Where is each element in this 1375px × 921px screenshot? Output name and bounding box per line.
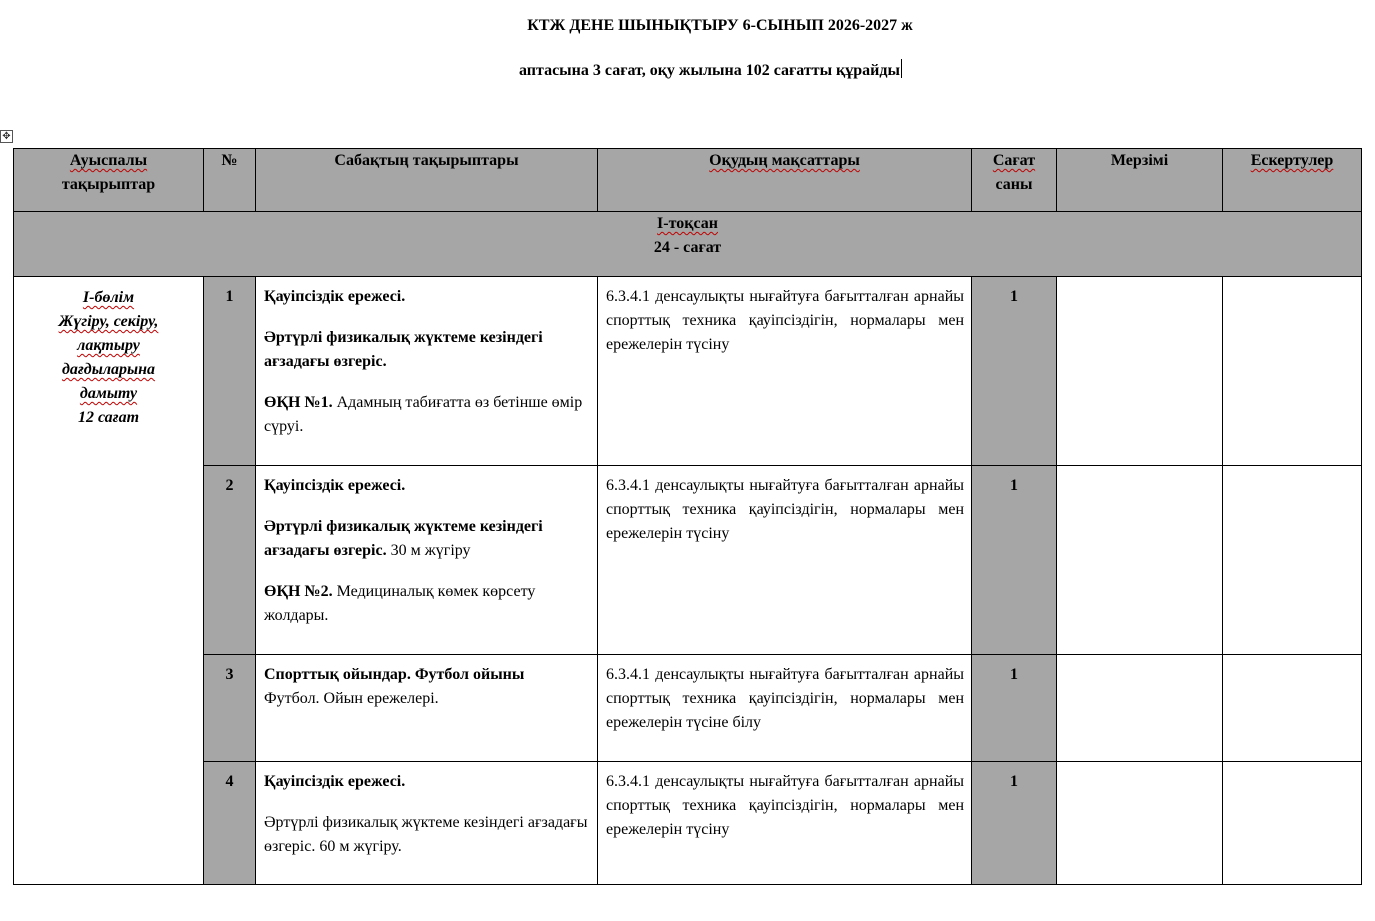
header-hours-line2: саны (995, 176, 1033, 193)
row-objective: 6.3.4.1 денсаулықты нығайтуға бағытталған арнайы спорттық техника қауіпсіздігін, нормалары мен ережелерін түсіне білу (598, 655, 972, 762)
quarter-hours: 24 - сағат (653, 239, 722, 256)
quarter-name: І-тоқсан (657, 215, 718, 232)
row-number: 4 (204, 762, 256, 885)
header-objectives-text: Оқудың мақсаттары (709, 152, 860, 169)
row-notes[interactable] (1223, 277, 1362, 466)
plan-table (13, 148, 1362, 885)
header-cross-topics-line1: Ауыспалы (69, 152, 148, 169)
document-title: КТЖ ДЕНЕ ШЫНЫҚТЫРУ 6-СЫНЫП 2026-2027 ж (527, 17, 913, 34)
row-number: 2 (204, 466, 256, 655)
row-notes[interactable] (1223, 762, 1362, 885)
row-topic (256, 655, 598, 762)
quarter-cell (14, 212, 1362, 277)
row-hours: 1 (972, 762, 1057, 885)
section-line6 (78, 409, 139, 426)
row-objective: 6.3.4.1 денсаулықты нығайтуға бағытталған арнайы спорттық техника қауіпсіздігін, нормалары мен ережелерін түсіну (598, 277, 972, 466)
topic-subtitle: Әртүрлі физикалық жүктеме кезіндегі ағзадағы өзгеріс. (264, 518, 543, 559)
row-topic (256, 762, 598, 885)
topic-title: Қауіпсіздік ережесі. (264, 773, 406, 790)
row-objective: 6.3.4.1 денсаулықты нығайтуға бағытталған арнайы спорттық техника қауіпсіздігін, нормалары мен ережелерін түсіну (598, 762, 972, 885)
row-hours: 1 (972, 466, 1057, 655)
header-number: № (204, 149, 256, 212)
topic-title: Қауіпсіздік ережесі. (264, 288, 406, 305)
header-objectives (598, 149, 972, 212)
topic-title: Спорттық ойындар. Футбол ойыны (264, 666, 525, 683)
row-notes[interactable] (1223, 655, 1362, 762)
row-date[interactable] (1057, 466, 1223, 655)
document-subtitle (13, 59, 1375, 80)
topic-title: Қауіпсіздік ережесі. (264, 477, 406, 494)
okn-text: Адамның табиғатта өз бетінше өмір сүруі. (264, 394, 583, 435)
section-line3: лақтыру (77, 337, 140, 354)
row-date[interactable] (1057, 277, 1223, 466)
topic-subtitle: Әртүрлі физикалық жүктеме кезіндегі ағзадағы өзгеріс. (264, 329, 543, 370)
row-date[interactable] (1057, 762, 1223, 885)
row-topic (256, 277, 598, 466)
header-hours (972, 149, 1057, 212)
section-line2: Жүгіру, секіру, (58, 313, 159, 330)
header-lesson-topics: Сабақтың тақырыптары (256, 149, 598, 212)
header-notes (1223, 149, 1362, 212)
table-row (14, 762, 1362, 885)
row-number: 1 (204, 277, 256, 466)
row-number: 3 (204, 655, 256, 762)
table-row (14, 277, 1362, 466)
row-topic (256, 466, 598, 655)
table-row (14, 466, 1362, 655)
section-cell (14, 277, 204, 885)
row-hours: 1 (972, 277, 1057, 466)
topic-line2: Футбол. Ойын ережелері. (264, 690, 439, 707)
section-line1: І-бөлім (82, 289, 135, 306)
topic-subtitle-rest: 30 м жүгіру (386, 542, 471, 559)
header-cross-topics-line2: тақырыптар (61, 176, 156, 193)
table-header-row (14, 149, 1362, 212)
topic-plain: Әртүрлі физикалық жүктеме кезіндегі ағзадағы өзгеріс. 60 м жүгіру. (264, 814, 588, 855)
row-notes[interactable] (1223, 466, 1362, 655)
quarter-row (14, 212, 1362, 277)
section-line5: дамыту (79, 385, 138, 402)
header-cross-topics (14, 149, 204, 212)
row-objective: 6.3.4.1 денсаулықты нығайтуға бағытталған арнайы спорттық техника қауіпсіздігін, нормалары мен ережелерін түсіну (598, 466, 972, 655)
table-row (14, 655, 1362, 762)
okn-text: Медициналық көмек көрсету жолдары. (264, 583, 536, 624)
okn-label: ӨҚН №2. (264, 583, 333, 600)
document-subtitle-text: аптасына 3 сағат, оқу жылына 102 сағатты құрайды (519, 62, 900, 79)
table-move-handle-icon[interactable]: ✥ (0, 130, 13, 143)
section-line4: дағдыларына (61, 361, 156, 378)
header-hours-line1: Сағат (992, 152, 1036, 169)
row-date[interactable] (1057, 655, 1223, 762)
row-hours: 1 (972, 655, 1057, 762)
header-notes-text: Ескертулер (1250, 152, 1334, 169)
header-date: Мерзімі (1057, 149, 1223, 212)
text-cursor (901, 59, 902, 78)
section-hours: 12 сағат (77, 409, 140, 426)
okn-label: ӨҚН №1. (264, 394, 333, 411)
